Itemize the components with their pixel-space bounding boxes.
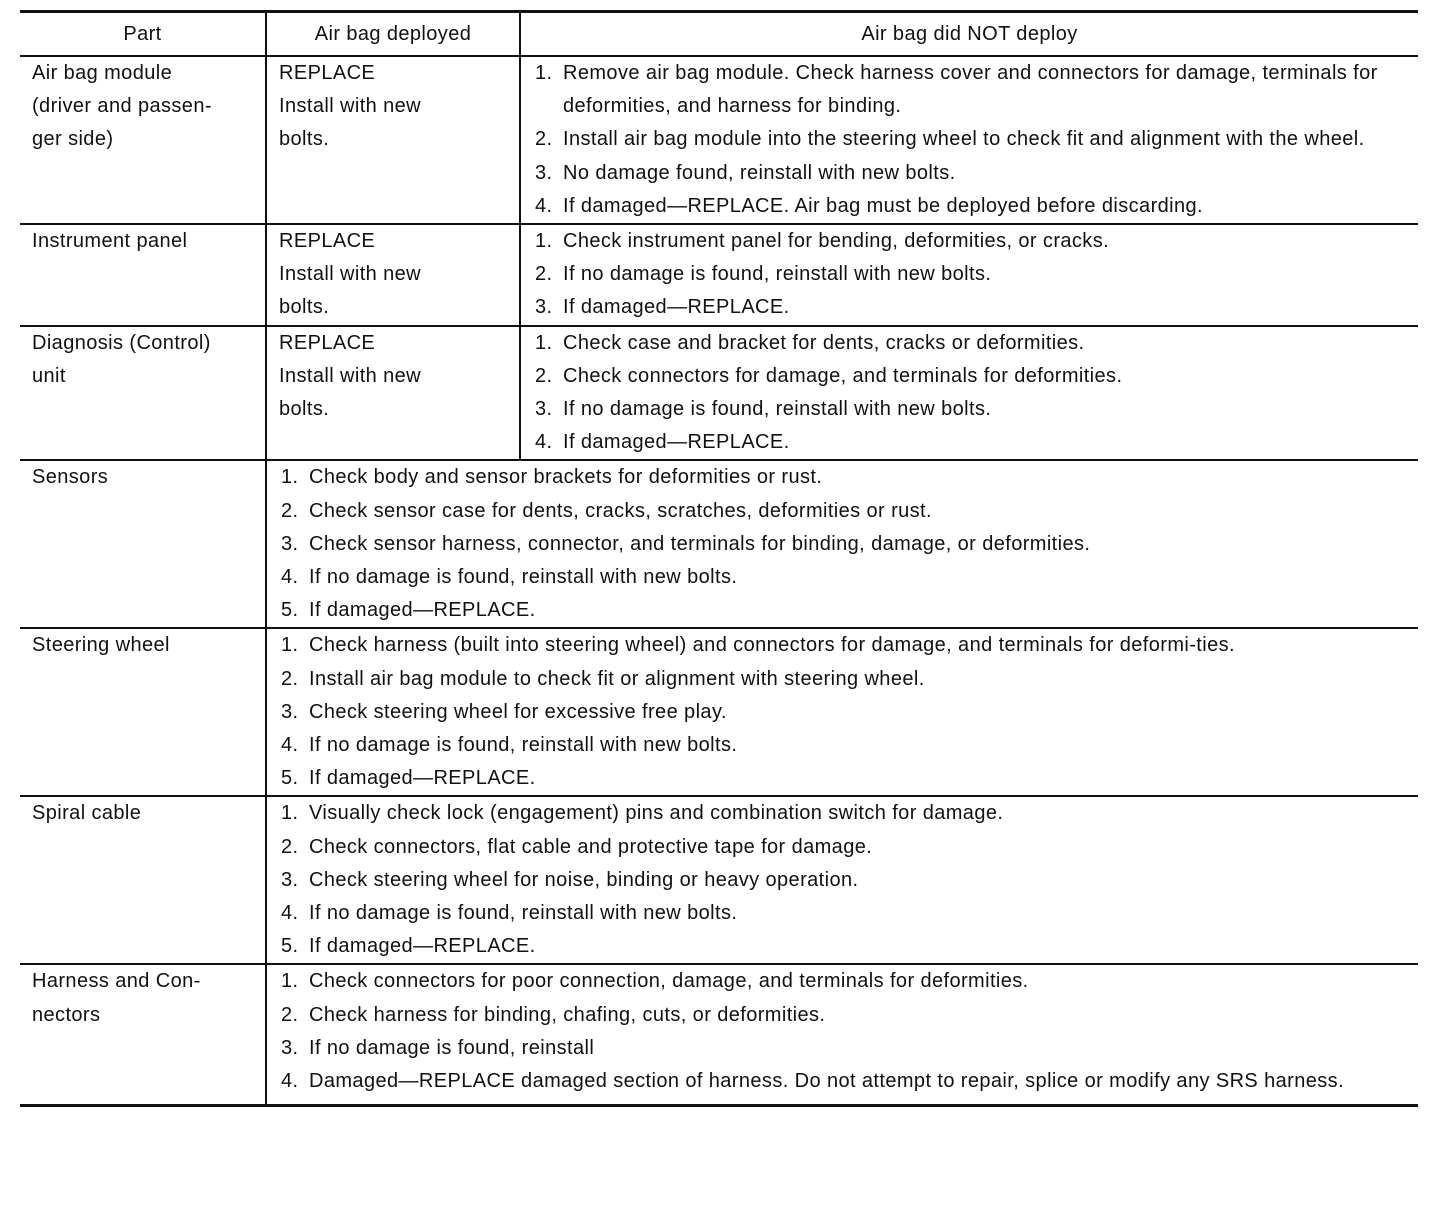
step-text: Check steering wheel for noise, binding or heavy operation. [309,868,859,891]
steps-cell [266,796,1418,964]
part-cell [20,224,266,326]
not-deployed-steps-cell [520,326,1418,461]
step-item [535,190,1414,223]
step-text: If no damage is found, reinstall with new bolts. [309,902,738,925]
header-part: Part [20,12,266,57]
step-text: Check sensor case for dents, cracks, scratches, deformities or rust. [309,499,932,522]
step-item [281,930,1414,963]
step-text: Visually check lock (engagement) pins and combination switch for damage. [309,802,1004,825]
deployed-action-line: Install with new [279,364,422,387]
step-number: 4. [535,431,553,454]
deployed-action-line: REPLACE [279,230,376,253]
step-item [281,965,1414,998]
step-text: If damaged—REPLACE. [309,599,536,622]
step-text: If no damage is found, reinstall with new bolts. [563,263,992,286]
step-item [281,594,1414,627]
deployed-action-line: bolts. [279,128,330,151]
table-row [20,224,1418,326]
step-number: 1. [535,331,553,354]
step-text: Check steering wheel for excessive free play. [309,700,727,723]
header-air-bag-deployed: Air bag deployed [266,12,520,57]
step-text: If no damage is found, reinstall with new bolts. [309,566,738,589]
step-item [281,1032,1414,1065]
step-number: 2. [535,364,553,387]
step-list [281,965,1414,1098]
table-row [20,796,1418,964]
step-number: 1. [535,62,553,84]
step-number: 3. [535,398,553,421]
step-number: 3. [535,161,553,184]
part-cell [20,964,266,1105]
step-number: 3. [535,296,553,319]
step-number: 4. [535,194,553,217]
step-text: Install air bag module to check fit or alignment with steering wheel. [309,667,925,690]
step-text: Check sensor harness, connector, and terminals for binding, damage, or deformities. [309,532,1091,555]
step-text: Check harness (built into steering wheel) and connectors for damage, and terminals for deformi-ties. [309,634,1235,657]
step-number: 1. [281,634,299,657]
step-number: 5. [281,935,299,958]
part-name-line: Steering wheel [32,634,170,657]
part-cell [20,326,266,461]
step-number: 3. [281,700,299,723]
step-text: If damaged—REPLACE. [563,431,790,454]
step-number: 4. [281,566,299,589]
step-item [281,629,1414,662]
step-list [281,461,1414,627]
step-number: 2. [535,263,553,286]
step-item [281,1065,1414,1098]
table-row [20,628,1418,796]
step-number: 5. [281,599,299,622]
step-item [281,561,1414,594]
step-item [281,461,1414,494]
step-item [535,57,1414,123]
step-number: 2. [281,1003,299,1026]
deployed-action-line: REPLACE [279,62,376,84]
header-air-bag-not-deployed: Air bag did NOT deploy [520,12,1418,57]
step-text: Remove air bag module. Check harness cover and connectors for damage, terminals for deformities, and harness for binding. [563,62,1378,118]
step-text: Check connectors for poor connection, damage, and terminals for deformities. [309,970,1029,993]
step-text: Check connectors for damage, and terminals for deformities. [563,364,1123,387]
part-name-line: Air bag module [32,62,173,84]
step-text: Check body and sensor brackets for deformities or rust. [309,466,823,489]
part-name-line: ger side) [32,128,114,151]
table-row [20,326,1418,461]
step-item [535,426,1414,459]
steps-cell [266,964,1418,1105]
deployed-action-line: bolts. [279,398,330,421]
step-number: 5. [281,767,299,790]
step-number: 1. [535,230,553,253]
step-number: 1. [281,802,299,825]
step-item [281,495,1414,528]
step-text: Check harness for binding, chafing, cuts, or deformities. [309,1003,826,1026]
step-number: 3. [281,868,299,891]
step-number: 4. [281,902,299,925]
part-name-line: nectors [32,1003,101,1026]
table-row [20,56,1418,224]
part-name-line: Instrument panel [32,230,188,253]
step-item [535,225,1414,258]
step-text: If damaged—REPLACE. [309,935,536,958]
step-item [281,831,1414,864]
step-list [281,629,1414,795]
table-row [20,460,1418,628]
not-deployed-steps-cell [520,56,1418,224]
step-number: 2. [281,667,299,690]
part-cell [20,460,266,628]
step-item [281,528,1414,561]
step-item [281,864,1414,897]
step-item [535,327,1414,360]
step-item [535,291,1414,324]
step-list [535,327,1414,460]
step-number: 4. [281,1070,299,1093]
step-text: Check connectors, flat cable and protective tape for damage. [309,835,873,858]
step-number: 1. [281,466,299,489]
table-row [20,964,1418,1105]
part-name-line: unit [32,364,66,387]
step-text: If no damage is found, reinstall [309,1036,595,1059]
step-number: 3. [281,1036,299,1059]
steps-cell [266,628,1418,796]
deployed-action-cell [266,224,520,326]
part-name-line: Spiral cable [32,802,142,825]
step-number: 1. [281,970,299,993]
step-text: If no damage is found, reinstall with new bolts. [563,398,992,421]
step-number: 2. [535,128,553,151]
deployed-action-cell [266,56,520,224]
part-cell [20,796,266,964]
part-name-line: Sensors [32,466,109,489]
step-number: 4. [281,734,299,757]
step-text: If damaged—REPLACE. [309,767,536,790]
step-item [535,393,1414,426]
steps-cell [266,460,1418,628]
step-number: 3. [281,532,299,555]
step-item [281,762,1414,795]
step-item [281,999,1414,1032]
step-text: Damaged—REPLACE damaged section of harness. Do not attempt to repair, splice or modify any SRS harness. [309,1070,1345,1093]
step-text: No damage found, reinstall with new bolts. [563,161,956,184]
srs-inspection-table [20,10,1418,1107]
not-deployed-steps-cell [520,224,1418,326]
part-name-line: Harness and Con- [32,970,201,993]
deployed-action-line: REPLACE [279,331,376,354]
step-number: 2. [281,835,299,858]
step-list [281,797,1414,963]
step-text: If damaged—REPLACE. Air bag must be deployed before discarding. [563,194,1203,217]
deployed-action-line: Install with new [279,263,422,286]
step-item [281,897,1414,930]
step-item [281,729,1414,762]
step-number: 2. [281,499,299,522]
step-item [535,123,1414,156]
step-item [535,258,1414,291]
header-row [20,12,1418,57]
deployed-action-line: bolts. [279,296,330,319]
step-text: If damaged—REPLACE. [563,296,790,319]
step-item [535,157,1414,190]
part-cell [20,56,266,224]
step-text: Install air bag module into the steering wheel to check fit and alignment with the wheel. [563,128,1365,151]
step-item [281,663,1414,696]
part-name-line: (driver and passen- [32,95,212,118]
part-name-line: Diagnosis (Control) [32,331,211,354]
step-item [535,360,1414,393]
step-list [535,57,1414,223]
part-cell [20,628,266,796]
step-text: If no damage is found, reinstall with new bolts. [309,734,738,757]
step-item [281,696,1414,729]
deployed-action-line: Install with new [279,95,422,118]
deployed-action-cell [266,326,520,461]
step-text: Check instrument panel for bending, deformities, or cracks. [563,230,1110,253]
step-text: Check case and bracket for dents, cracks or deformities. [563,331,1085,354]
step-list [535,225,1414,325]
step-item [281,797,1414,830]
